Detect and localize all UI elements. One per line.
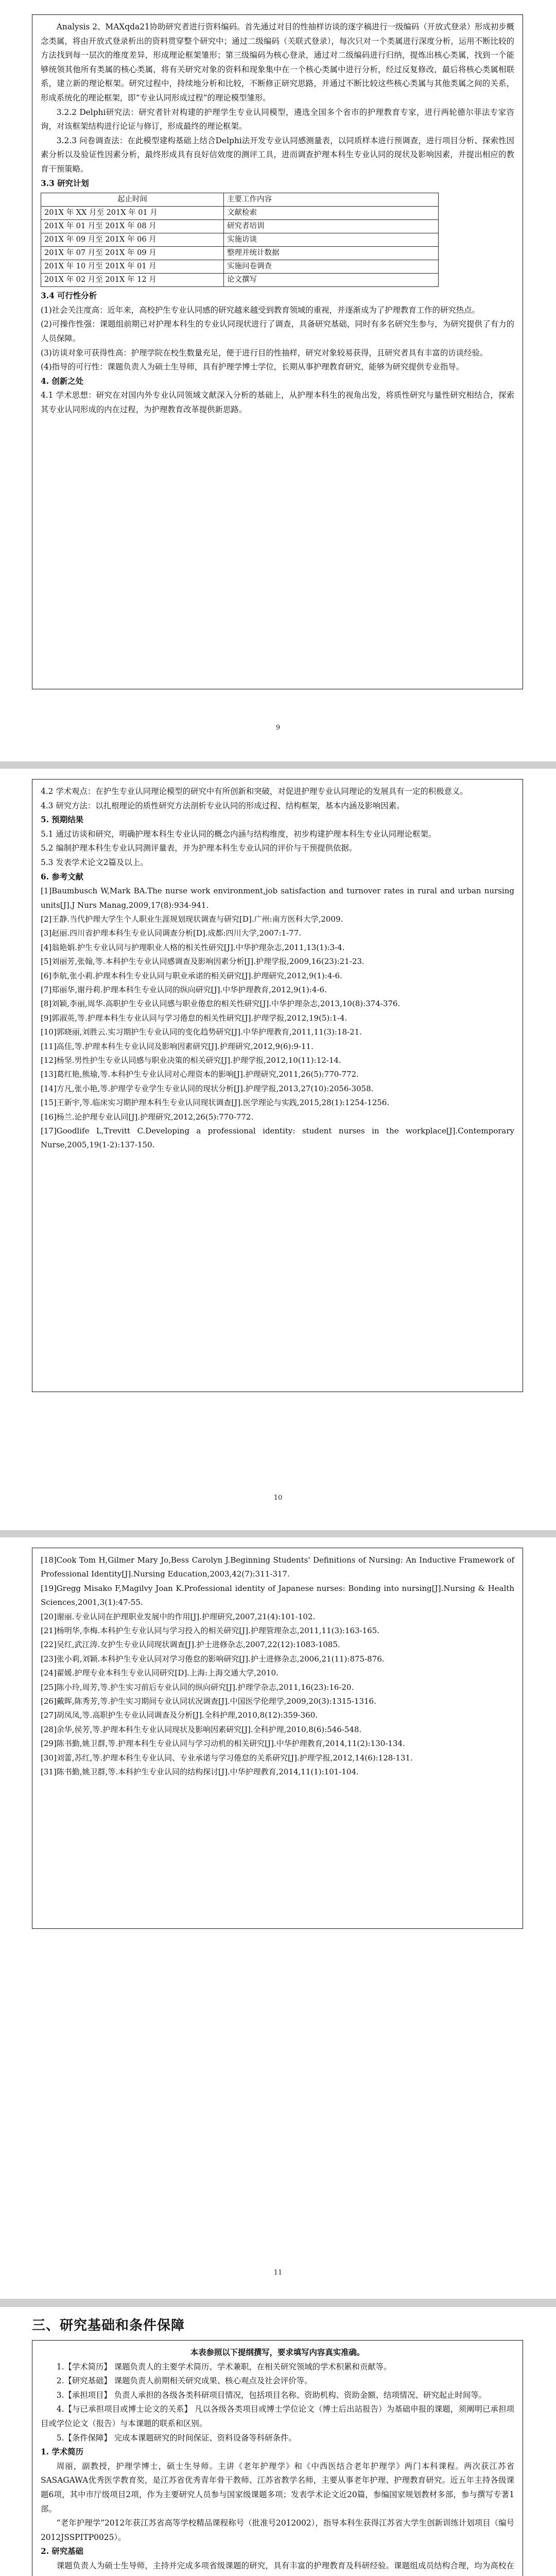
instruction-item: 5.【条件保障】 完成本课题研究的时间保证、资料设备等科研条件。: [56, 2433, 297, 2443]
reference-item: [20]谢丽.专业认同在护理职业发展中的作用[J].护理研究,2007,21(4):101-102.: [41, 1612, 316, 1621]
reference-item: [24]翟媛.护理专业本科生专业认同研究[D].上海:上海交通大学,2010.: [41, 1668, 279, 1678]
reference-item: [12]杨坚.男性护生专业认同感与职业决策的相关研究[J].护理学报,2012,10(11):12-14.: [41, 1056, 341, 1065]
instruction-item: 1.【学术简历】 课题负责人的主要学术简历、学术兼职，在相关研究领域的学术积累和贡献等。: [56, 2362, 392, 2371]
reference-item: [11]高佳,等.护理本科生专业认同及影响因素研究[J].护理研究,2012,9(6):9-11.: [41, 1041, 314, 1051]
paragraph: (3)访谈对象可获得性高：护理学院在校生数量充足，便于进行目的性抽样，研究对象较易获得，且研究者具有丰富的访谈经验。: [41, 348, 488, 358]
paragraph: 课题负责人为硕士生导师，主持并完成多项省级课题的研究，具有丰富的护理教育及科研经验。课题组成员结构合理，均为高校在: [56, 2561, 514, 2570]
page-9-frame: [32, 14, 523, 689]
reference-item: [22]吴红,武江涛.女护生专业认同现状调查[J].护士进修杂志,2007,22(12):1083-1085.: [41, 1640, 340, 1650]
table-row: [41, 220, 439, 233]
section-title: 三、研究基础和条件保障: [32, 2318, 185, 2333]
table-row: [41, 247, 439, 260]
instruction-item: 4.【与已承担项目或博士论文的关系】 凡以各级各类项目或博士学位论文（博士后出站报告）为基础申报的课题，须阐明已承担项目或学位论文（报告）与本课题的联系和区别。: [41, 2404, 514, 2428]
paragraph: 周丽，副教授，护理学博士，硕士生导师。主讲《老年护理学》和《中西医结合老年护理学》两门本科课程。两次获江苏省SASAGAWA优秀医学教育奖，是江苏省优秀青年骨干教师、江苏省教学名师，主要从事老年护理、护理教育研究。近五年主持各级课题6项，其中市厅级项目2项，作为主要研究人员参与国家级课题多项；发表学术论文近20篇，参编国家规划教材多部，参与撰写专著1部。: [41, 2461, 514, 2514]
reference-item: [1]Baumbusch W,Mark BA.The nurse work environment,job satisfaction and turnover rates in rural and urban nursing units[J].J Nurs Manag,2009,17(8):934-941.: [41, 886, 514, 910]
instruction-heading: 本表参照以下提纲撰写，要求填写内容真实准确。: [190, 2348, 365, 2357]
page-number: 11: [273, 2269, 283, 2277]
reference-item: [17]Goodlife L,Trevitt C.Developing a professional identity: student nurses in the workplace[J].Contemporary Nurse,2005,19(1-2):137-150.: [41, 1126, 514, 1150]
reference-item: [29]陈书勤,姚卫群,等.护理本科生专业认同与学习动机的相关研究[J].中华护理教育,2014,11(2):130-134.: [41, 1739, 405, 1749]
paragraph: 3.2.3 问卷调查法：在此模型建构基础上结合Delphi法开发专业认同感测量表，以同质样本进行预调查，进行项目分析、探索性因素分析以及验证性因素分析，最终形成具有良好信效度的测评工具，进而调查护理本科生专业认同的现状及影响因素，并提出相应的教育干预策略。: [41, 135, 514, 174]
reference-item: [26]戴晖,陈秀芳,等.护生实习期间专业认同状况调查[J].中国医学伦理学,2009,20(3):1315-1316.: [41, 1697, 376, 1706]
section-heading: 2. 研究基础: [41, 2547, 83, 2556]
table-cell: 研究者培训: [224, 220, 439, 233]
reference-item: [30]刘蕾,苏红,等.护理本科生专业认同、专业承诺与学习倦怠的关系研究[J].护理学报,2012,14(6):128-131.: [41, 1753, 413, 1762]
reference-item: [25]陈小玲,周芳,等.护生实习前后专业认同的纵向研究[J].护理学杂志,2011,16(23):16-20.: [41, 1682, 354, 1692]
section-heading: 5. 预期结果: [41, 815, 83, 825]
section-heading: 1. 学术简历: [41, 2447, 83, 2457]
reference-item: [4]翁艳娟.护生专业认同与护理职业人格的相关性研究[J].中华护理杂志,2011,13(1):3-4.: [41, 942, 345, 952]
research-plan-table: [41, 193, 439, 287]
page-10-frame: [32, 779, 523, 1392]
reference-item: [27]胡凤凤,等.高职护生专业认同调查及分析[J].全科护理,2010,8(12):359-360.: [41, 1710, 318, 1720]
instruction-item: 2.【研究基础】 课题负责人前期相关研究成果、核心观点及社会评价等。: [56, 2376, 312, 2386]
reference-item: [10]郭晓丽,刘胜云.实习期护生专业认同的变化趋势研究[J].中华护理教育,2011,11(3):18-21.: [41, 1027, 362, 1037]
reference-item: [15]王新宇,等.临床实习期护理本科生专业认同现状调查[J].医学理论与实践,2015,28(1):1254-1256.: [41, 1098, 390, 1108]
paragraph: (1)社会关注度高：近年来，高校护生专业认同感的研究越来越受到教育领域的重视，并逐渐成为了护理教育工作的研究热点。: [41, 305, 480, 315]
reference-item: [21]杨明华,李梅.本科护生专业认同与学习投入的相关研究[J].护理管理杂志,2011,11(3):163-165.: [41, 1626, 380, 1636]
table-cell: 201X 年 02 月至 201X 年 12 月: [41, 274, 224, 287]
paragraph: “老年护理学”2012年获江苏省高等学校精品课程称号（批准号2012002），指导本科生获得江苏省大学生创新训练计划项目（编号2012JSSPITP0025）。: [41, 2518, 514, 2542]
page-12: [0, 2307, 556, 2576]
table-header-row: [41, 193, 439, 207]
paragraph: 5.2 编制护理本科生专业认同测评量表，并为护理本科生专业认同的评价与干预提供依据。: [41, 843, 357, 853]
paragraph: 4.3 研究方法：以扎根理论的质性研究方法剖析专业认同的形成过程、结构框架，基本内涵及影响因素。: [41, 801, 405, 810]
table-cell: 文献检索: [224, 207, 439, 220]
reference-item: [9]郭淑英,等.护理本科生专业认同与学习倦怠的相关性研究[J].护理学报,2012,19(5):1-4.: [41, 1013, 348, 1023]
reference-item: [28]余华,侯芳,等.护理本科生专业认同现状及影响因素研究[J].全科护理,2010,8(6):546-548.: [41, 1724, 362, 1734]
reference-item: [13]葛红艳,熊瑜,等.本科护生专业认同对心理资本的影响[J].护理研究,2011,26(5):770-772.: [41, 1070, 359, 1079]
reference-item: [23]张小莉,刘颖.本科护生专业认同对学习倦怠的影响研究[J].护士进修杂志,2006,21(11):875-876.: [41, 1654, 385, 1664]
reference-item: [18]Cook Tom H,Gilmer Mary Jo,Bess Carolyn J.Beginning Students' Definitions of Nursing: An Inductive Framework of Professional Identity[J].Nursing Education,2003,42(7):311-317.: [41, 1555, 514, 1579]
table-row: [41, 207, 439, 220]
paragraph: (4)指导的可行性：课题负责人为硕士生导师，具有护理学博士学位，长期从事护理教育研究，能够为研究提供专业指导。: [41, 362, 464, 372]
table-cell: 201X 年 01 月至 201X 年 08 月: [41, 220, 224, 233]
paragraph: 4.2 学术观点：在护生专业认同理论模型的研究中有所创新和突破，对促进护理专业认同理论的发展具有一定的积极意义。: [41, 787, 468, 796]
page-number: 9: [275, 724, 281, 732]
paragraph: 5.3 发表学术论文2篇及以上。: [41, 857, 148, 867]
section-heading: 4. 创新之处: [41, 376, 83, 386]
section-heading: 3.4 可行性分析: [41, 291, 97, 301]
section-heading: 6. 参考文献: [41, 872, 83, 882]
table-cell: 201X 年 07 月至 201X 年 09 月: [41, 247, 224, 260]
page-9: [0, 0, 556, 761]
table-cell: 实施问卷调查: [224, 260, 439, 274]
reference-item: [2]王静.当代护理大学生个人职业生涯规划现状调查与研究[D].广州:南方医科大学,2009.: [41, 914, 343, 924]
reference-item: [3]赵丽.四川省护理本科生专业认同调查分析[D].成都:四川大学,2007:1-77.: [41, 928, 302, 938]
table-cell: 实施访谈: [224, 233, 439, 247]
table-cell: 201X 年 09 月至 201X 年 06 月: [41, 233, 224, 247]
reference-item: [6]李航,张小莉.护理本科生专业认同与职业承诺的相关研究[J].护理研究,2012,9(1):4-6.: [41, 971, 342, 980]
table-header-cell: 起止时间: [41, 193, 224, 207]
reference-item: [16]杨兰.论护理专业认同[J].护理研究,2012,26(5):770-772.: [41, 1112, 254, 1122]
table-cell: 201X 年 10 月至 201X 年 01 月: [41, 260, 224, 274]
page-12-frame: [32, 2340, 523, 2576]
page-number: 10: [273, 1494, 283, 1502]
table-row: [41, 260, 439, 274]
reference-item: [19]Gregg Misako F,Magilvy Joan K.Professional identity of Japanese nurses: Bonding into nursing[J].Nursing & Health Sciences,2001,3(1):47-55.: [41, 1583, 514, 1607]
instruction-item: 3.【承担项目】 负责人承担的各级各类科研项目情况，包括项目名称、资助机构、资助金额、结项情况、研究起止时间等。: [56, 2390, 487, 2400]
table-cell: 整理并统计数据: [224, 247, 439, 260]
section-heading: 3.3 研究计划: [41, 178, 89, 188]
paragraph: Analysis 2、MAXqda21协助研究者进行资料编码。首先通过对目的性抽样访谈的逐字稿进行一级编码（开放式登录）形成初步概念类属，将由开放式登录析出的资料贯穿整个研究中；通过二级编码（关联式登录），每次只对一个类属进行深度分析，运用不断比较的方法找到每一层次的维度差异，形成理论框架雏形；第三级编码为核心登录，通过对二级编码进行归纳，提炼出核心类属，找到一个能够统领其他所有类属的核心类属，将有关研究对象的资料和现象集中在一个核心类属中进行分析，经过反复修改，最后将核心类属相联系，建立新的理论框架。研究过程中，持续地分析和比较，不断修正研究思路，并通过不断比较这些核心类属与其他类属之间的关系，形成系统化的理论框架，即“专业认同形成过程”的理论模型雏形。: [41, 22, 514, 103]
page-10: [0, 769, 556, 1530]
table-header-cell: 主要工作内容: [224, 193, 439, 207]
paragraph: 4.1 学术思想：研究在对国内外专业认同领域文献深入分析的基础上，从护理本科生的视角出发，将质性研究与量性研究相结合，探索其专业认同形成的内在过程，为护理教育改革提供新思路。: [41, 391, 514, 414]
paragraph: (2)可操作性强：课题组前期已对护理本科生的专业认同现状进行了调查，具备研究基础，同时有多名研究生参与，为研究提供了有力的人员保障。: [41, 319, 514, 343]
table-cell: 201X 年 XX 月至 201X 年 01 月: [41, 207, 224, 220]
page-11: [0, 1537, 556, 2299]
paragraph: 5.1 通过访谈和研究，明确护理本科生专业认同的概念内涵与结构维度，初步构建护理本科生专业认同理论框架。: [41, 829, 437, 839]
table-row: [41, 233, 439, 247]
reference-item: [5]刘丽芳,张翰,等.本科护生专业认同感调查及影响因素分析[J].护理学报,2009,16(23):21-23.: [41, 957, 364, 967]
table-row: [41, 274, 439, 287]
paragraph: 3.2.2 Delphi研究法：研究者针对构建的护理学生专业认同模型，遴选全国多个省市的护理教育专家，进行两轮德尔菲法专家咨询，对该框架结构进行论证与修订，形成最终的理论框架。: [41, 107, 514, 131]
reference-item: [14]方凡,张小艳,等.护理学专业学生专业认同的现状分析[J].护理学报,2013,27(10):2056-3058.: [41, 1083, 374, 1093]
reference-item: [8]刘颖,李丽,周华.高职护生专业认同感与职业倦怠的相关性研究[J].中华护理杂志,2013,10(8):374-376.: [41, 999, 401, 1009]
reference-item: [31]陈书勤,姚卫群,等.本科护生专业认同的结构探讨[J].中华护理教育,2014,11(1):101-104.: [41, 1767, 359, 1777]
page-11-frame: [32, 1548, 523, 1929]
reference-item: [7]郑丽华,谢丹莉.护理本科生专业认同的纵向研究[J].中华护理教育,2012,9(1):4-6.: [41, 985, 327, 994]
table-cell: 论文撰写: [224, 274, 439, 287]
